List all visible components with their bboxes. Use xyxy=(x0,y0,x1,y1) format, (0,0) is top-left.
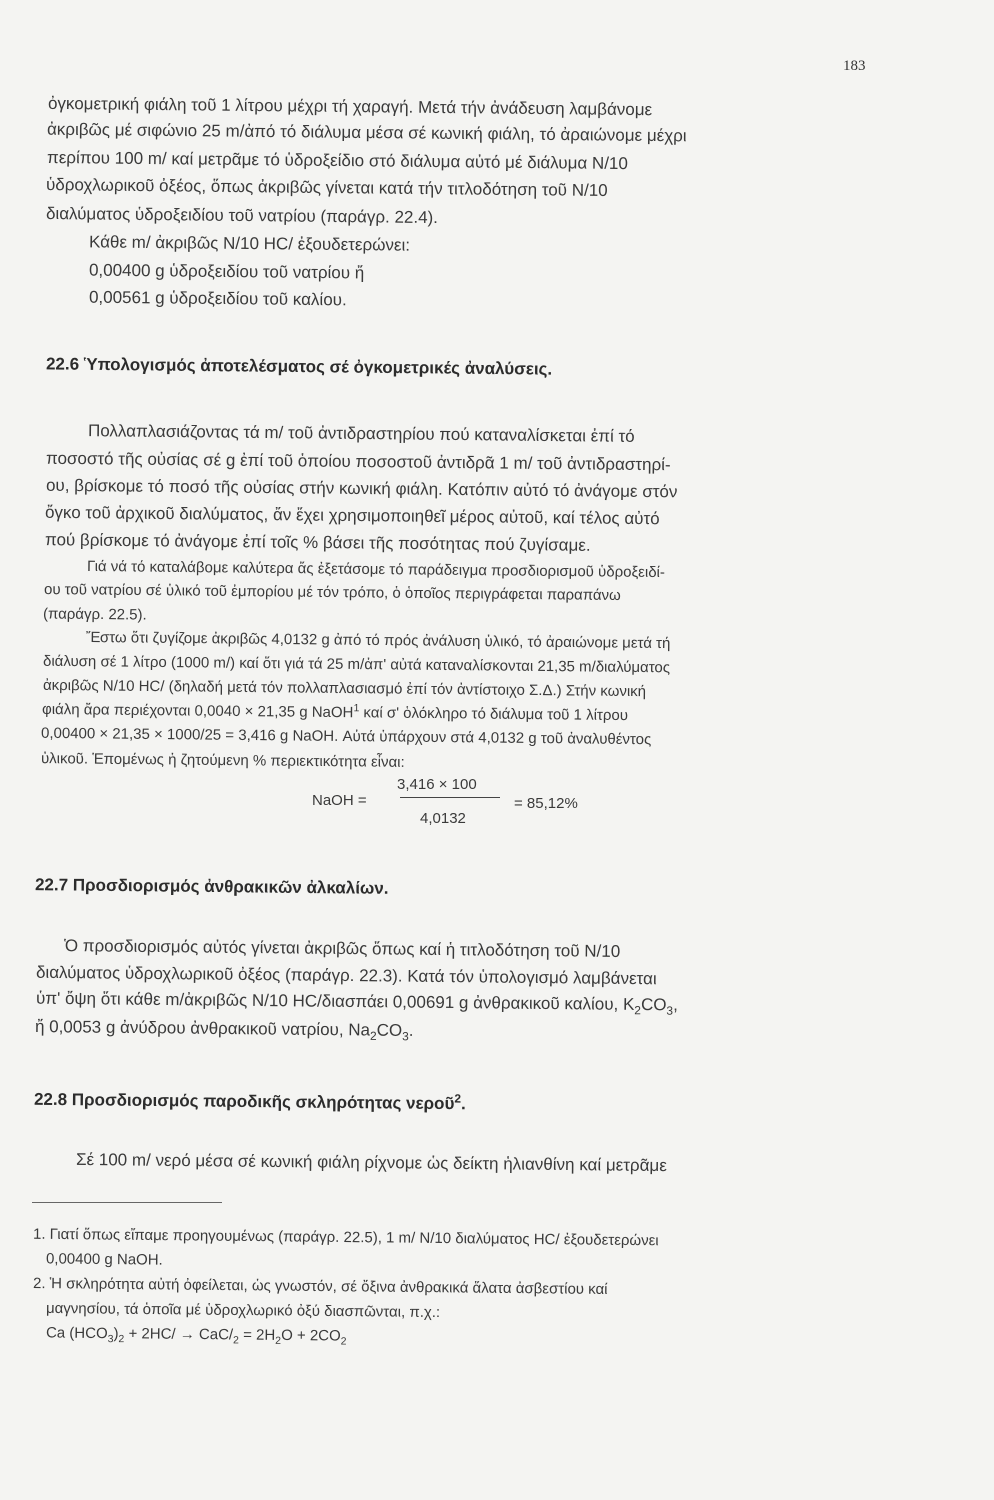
section-heading: 22.7 Προσδιορισμός ἀνθρακικῶν ἀλκαλίων. xyxy=(34,875,389,898)
text-line: ἀκριβῶς N/10 HC/ (δηλαδή μετά τόν πολλαπλασιασμό ἐπί τόν ἀντίστοιχο Σ.Δ.) Στήν κωνική xyxy=(42,676,647,701)
text-line: ὑδροχλωρικοῦ ὀξέος, ὅπως ἀκριβῶς γίνεται κατά τήν τιτλοδότηση τοῦ N/10 xyxy=(45,175,608,200)
footnote-rule xyxy=(32,1202,222,1203)
text-line: φιάλη ἄρα περιέχονται 0,0040 × 21,35 g NaOH$^1$ καί σ' ὁλόκληρο τό διάλυμα τοῦ 1 λίτρου xyxy=(41,700,629,725)
footnote-line: 0,00400 g NaOH. xyxy=(45,1250,163,1269)
text-line: 0,00400 g ὑδροξειδίου τοῦ νατρίου ἤ xyxy=(88,260,365,283)
text-line: περίπου 100 m/ καί μετρᾶμε τό ὑδροξείδιο στό διάλυμα αὐτό μέ διάλυμα N/10 xyxy=(46,147,628,174)
text-line: Σέ 100 m/ νερό μέσα σέ κωνική φιάλη ρίχνομε ὡς δείκτη ἡλιανθίνη καί μετρᾶμε xyxy=(75,1149,667,1176)
text-line: 0,00561 g ὑδροξειδίου τοῦ καλίου. xyxy=(88,287,347,310)
footnote-equation: Ca $(HCO_3)_2 + 2HC/ \to CaC/_2 = 2H_2O + 2CO_2$ xyxy=(45,1324,347,1348)
fraction-bar xyxy=(400,797,500,798)
text-line: ου τοῦ νατρίου σέ ὑλικό τοῦ ἐμπορίου μέ τόν τρόπο, ὁ ὁποῖος περιγράφεται παραπάνω xyxy=(43,580,621,605)
text-line: ὄγκο τοῦ ἀρχικοῦ διαλύματος, ἄν ἔχει χρησιμοποιηθεῖ μέρος αὐτοῦ, καί τέλος αὐτό xyxy=(44,502,660,529)
text-line: ὑπ' ὄψη ὅτι κάθε m/ἀκριβῶς N/10 HC/διασπάει 0,00691 g ἀνθρακικοῦ καλίου, $K_2CO_3$, xyxy=(35,988,678,1018)
text-line: ἤ 0,0053 g ἀνύδρου ἀνθρακικοῦ νατρίου, $Na_2CO_3$. xyxy=(34,1017,414,1044)
text-line: Ἔστω ὅτι ζυγίζομε ἀκριβῶς 4,0132 g ἀπό τό πρός ἀνάλυση ὑλικό, τό ἀραιώνομε μετά τή xyxy=(85,628,671,653)
footnote-line: 1. Γιατί ὅπως εἴπαμε προηγουμένως (παράγρ. 22.5), 1 m/ N/10 διαλύματος HC/ ἐξουδετερώνει xyxy=(32,1225,659,1250)
text-line: (παράγρ. 22.5). xyxy=(42,605,147,624)
page-number: 183 xyxy=(843,58,866,74)
formula-lhs: NaOH = xyxy=(312,792,367,809)
footnote-line: μαγνησίου, τά ὁποῖα μέ ὑδροχλωρικό ὀξύ διασπῶνται, π.χ.: xyxy=(45,1299,441,1322)
section-heading: 22.8 Προσδιορισμός παροδικῆς σκληρότητας νεροῦ$^2$. xyxy=(33,1089,466,1114)
formula-result: = 85,12% xyxy=(514,795,578,812)
text-line: διαλύματος ὑδροξειδίου τοῦ νατρίου (παράγρ. 22.4). xyxy=(45,203,439,228)
text-line: ου, βρίσκομε τό ποσό τῆς οὐσίας στήν κωνική φιάλη. Κατόπιν αὐτό τό ἀνάγομε στόν xyxy=(45,475,678,502)
text-line: πού βρίσκομε τό ἀνάγομε ἐπί τοῖς % βάσει τῆς ποσότητας πού ζυγίσαμε. xyxy=(44,530,591,555)
text-line: ποσοστό τῆς οὐσίας σέ g ἐπί τοῦ ὁποίου ποσοστοῦ ἀντιδρᾶ 1 m/ τοῦ ἀντιδραστηρί- xyxy=(45,448,671,475)
formula-denominator: 4,0132 xyxy=(420,810,466,827)
text-line: Πολλαπλασιάζοντας τά m/ τοῦ ἀντιδραστηρίου πού καταναλίσκεται ἐπί τό xyxy=(87,421,635,446)
text-line: Ὁ προσδιορισμός αὐτός γίνεται ἀκριβῶς ὅπως καί ἡ τιτλοδότηση τοῦ N/10 xyxy=(63,936,621,961)
text-line: διαλύματος ὑδροχλωρικοῦ ὀξέος (παράγρ. 22.3). Κατά τόν ὑπολογισμό λαμβάνεται xyxy=(35,962,657,989)
text-line: διάλυση σέ 1 λίτρο (1000 m/) καί ὅτι γιά τά 25 m/ἀπ' αὐτά καταναλίσκονται 21,35 m/διαλύματος xyxy=(42,652,671,677)
section-heading: 22.6 Ὑπολογισμός ἀποτελέσματος σέ ὀγκομετρικές ἀναλύσεις. xyxy=(45,354,553,379)
text-line: 0,00400 × 21,35 × 1000/25 = 3,416 g NaOH. Αὐτά ὑπάρχουν στά 4,0132 g τοῦ ἀναλυθέντος xyxy=(40,724,652,749)
text-line: ὀγκομετρική φιάλη τοῦ 1 λίτρου μέχρι τή χαραγή. Μετά τήν ἀνάδευση λαμβάνομε xyxy=(47,93,653,120)
text-line: ὑλικοῦ. Ἑπομένως ἡ ζητούμενη % περιεκτικότητα εἶναι: xyxy=(40,750,405,771)
text-line: ἀκριβῶς μέ σιφώνιο 25 m/ἀπό τό διάλυμα μέσα σέ κωνική φιάλη, τό ἀραιώνομε μέχρι xyxy=(46,119,687,146)
footnote-line: 2. Ἡ σκληρότητα αὐτή ὀφείλεται, ὡς γνωστόν, σέ ὄξινα ἀνθρακικά ἅλατα ἀσβεστίου καί xyxy=(32,1274,608,1299)
text-line: Κάθε m/ ἀκριβῶς N/10 HC/ ἐξουδετερώνει: xyxy=(88,232,411,255)
text-line: Γιά νά τό καταλάβομε καλύτερα ἄς ἐξετάσομε τό παράδειγμα προσδιορισμοῦ ὑδροξειδί- xyxy=(86,557,666,582)
formula-numerator: 3,416 × 100 xyxy=(397,776,477,793)
